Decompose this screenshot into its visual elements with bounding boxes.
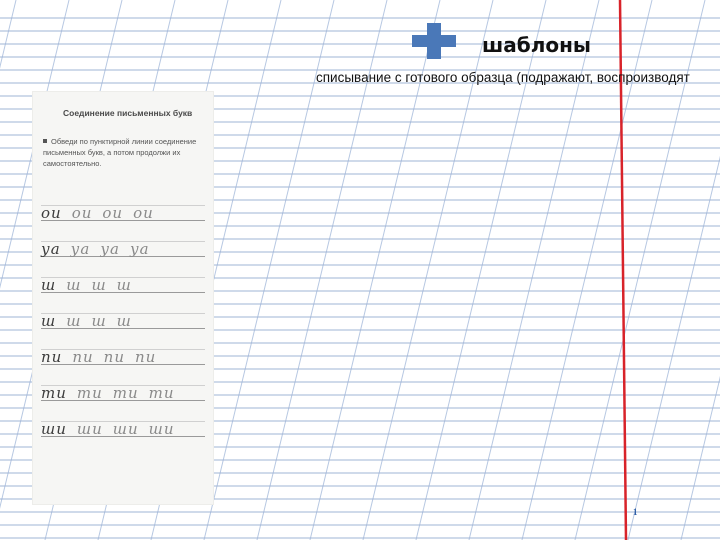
row-samples <box>41 240 160 258</box>
handwriting-sample: ши <box>148 420 175 438</box>
page-number: 1 <box>633 507 638 517</box>
handwriting-sample: ши <box>76 420 103 438</box>
slide-subtitle: списывание с готового образца (подражают, воспроизводят <box>316 70 690 85</box>
handwriting-row <box>41 346 205 368</box>
row-samples <box>41 384 185 402</box>
handwriting-sample: ши <box>41 420 67 438</box>
handwriting-sample: ои <box>133 204 154 222</box>
handwriting-sample: ш <box>41 276 57 294</box>
handwriting-sample: пи <box>72 348 94 366</box>
handwriting-sample: ти <box>148 384 175 402</box>
handwriting-row <box>41 274 205 296</box>
worksheet-heading: Соединение письменных букв <box>63 108 193 118</box>
worksheet-instruction <box>43 136 205 169</box>
handwriting-sample: пи <box>103 348 125 366</box>
handwriting-sample: ши <box>112 420 139 438</box>
handwriting-sample: ш <box>116 276 132 294</box>
handwriting-sample: ти <box>41 384 67 402</box>
handwriting-sample: ои <box>71 204 93 222</box>
slant-line <box>204 0 334 540</box>
row-samples <box>41 204 164 222</box>
worksheet-image <box>33 92 213 504</box>
bullet-icon <box>43 139 47 143</box>
handwriting-row <box>41 310 205 332</box>
handwriting-sample: уа <box>100 240 120 258</box>
worksheet-instruction-text: Обведи по пунктирной линии соединение письменных букв, а потом продолжи их самостоятельно. <box>43 137 197 168</box>
handwriting-row <box>41 238 205 260</box>
handwriting-sample: ои <box>41 204 62 222</box>
row-samples <box>41 312 142 330</box>
handwriting-sample: ш <box>91 276 107 294</box>
row-samples <box>41 348 166 366</box>
handwriting-sample: пи <box>41 348 63 366</box>
handwriting-sample: ои <box>102 204 124 222</box>
handwriting-sample: ш <box>91 312 107 330</box>
row-samples <box>41 276 142 294</box>
handwriting-sample: уа <box>41 240 61 258</box>
handwriting-sample: ти <box>76 384 103 402</box>
slide-title: шаблоны <box>482 33 591 57</box>
handwriting-sample: ш <box>66 312 82 330</box>
handwriting-sample: ш <box>41 312 57 330</box>
row-samples <box>41 420 185 438</box>
handwriting-row <box>41 382 205 404</box>
handwriting-sample: пи <box>134 348 157 366</box>
plus-icon <box>412 23 456 59</box>
handwriting-sample: уа <box>129 240 150 258</box>
handwriting-sample: ш <box>66 276 82 294</box>
handwriting-sample: уа <box>70 240 91 258</box>
handwriting-sample: ш <box>116 312 132 330</box>
handwriting-sample: ти <box>112 384 139 402</box>
handwriting-row <box>41 202 205 224</box>
slant-line <box>0 0 16 540</box>
handwriting-row <box>41 418 205 440</box>
